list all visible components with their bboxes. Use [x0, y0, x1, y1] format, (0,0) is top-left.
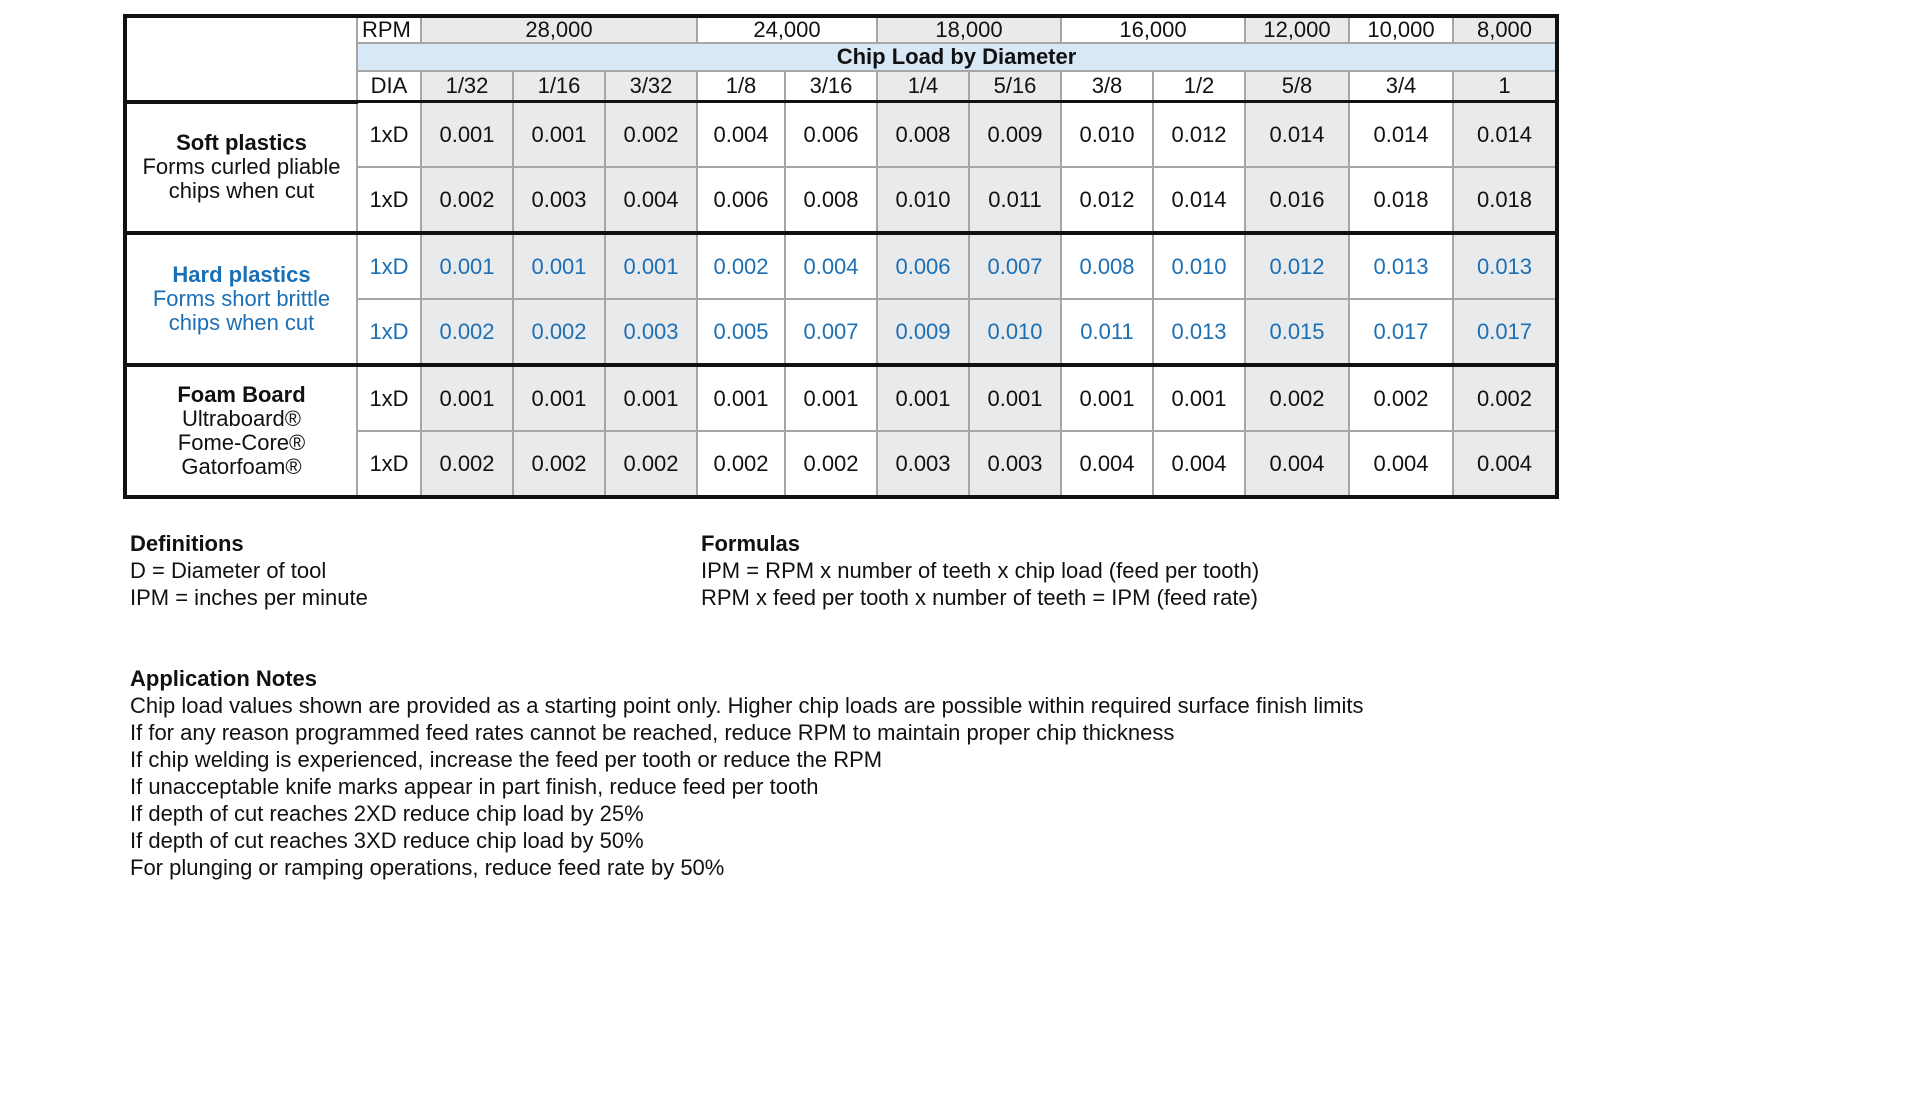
material-description: Forms curled pliable — [142, 154, 341, 180]
dia-label: DIA — [357, 71, 421, 102]
rpm-label: RPM — [357, 16, 421, 43]
chip-load-value: 0.004 — [1061, 431, 1153, 497]
chip-load-value: 0.004 — [1453, 431, 1557, 497]
chip-load-value: 0.010 — [1061, 102, 1153, 168]
chip-load-value: 0.003 — [969, 431, 1061, 497]
chip-load-value: 0.005 — [697, 299, 785, 365]
definition-line: D = Diameter of tool — [130, 558, 327, 583]
chip-load-value: 0.002 — [697, 233, 785, 299]
chip-load-value: 0.002 — [697, 431, 785, 497]
chip-load-value: 0.001 — [421, 102, 513, 168]
chip-load-value: 0.009 — [877, 299, 969, 365]
chip-load-value: 0.002 — [785, 431, 877, 497]
diameter-header: 5/8 — [1245, 71, 1349, 102]
definitions-heading: Definitions — [130, 531, 244, 556]
formula-line: IPM = RPM x number of teeth x chip load (feed per tooth) — [701, 558, 1260, 583]
diameter-header: 3/32 — [605, 71, 697, 102]
note-line: If for any reason programmed feed rates cannot be reached, reduce RPM to maintain proper chip thickness — [130, 720, 1175, 745]
material-description: Fome-Core® — [177, 430, 306, 455]
chip-load-value: 0.015 — [1245, 299, 1349, 365]
rpm-group: 8,000 — [1453, 16, 1557, 43]
depth-of-cut: 1xD — [357, 431, 421, 497]
definition-line: IPM = inches per minute — [130, 585, 368, 610]
chip-load-value: 0.003 — [513, 167, 605, 233]
chip-load-value: 0.004 — [1245, 431, 1349, 497]
depth-of-cut: 1xD — [357, 365, 421, 431]
depth-of-cut: 1xD — [357, 167, 421, 233]
chip-load-value: 0.014 — [1153, 167, 1245, 233]
chip-load-value: 0.016 — [1245, 167, 1349, 233]
note-line: If depth of cut reaches 3XD reduce chip load by 50% — [130, 828, 644, 853]
chip-load-value: 0.001 — [513, 233, 605, 299]
chip-load-value: 0.001 — [421, 233, 513, 299]
chip-load-value: 0.002 — [513, 299, 605, 365]
diameter-header: 1/32 — [421, 71, 513, 102]
rpm-group: 28,000 — [421, 16, 697, 43]
chip-load-value: 0.002 — [1349, 365, 1453, 431]
chip-load-value: 0.011 — [969, 167, 1061, 233]
chip-load-value: 0.002 — [605, 431, 697, 497]
chip-load-table — [123, 14, 1559, 499]
note-line: If chip welding is experienced, increase the feed per tooth or reduce the RPM — [130, 747, 883, 772]
table-row — [125, 365, 1557, 431]
material-description: chips when cut — [168, 178, 315, 204]
chip-load-value: 0.010 — [877, 167, 969, 233]
rpm-header-row — [125, 16, 1557, 43]
chip-load-value: 0.008 — [877, 102, 969, 168]
chip-load-value: 0.002 — [513, 431, 605, 497]
material-name: Foam Board — [177, 382, 306, 407]
chip-load-value: 0.014 — [1245, 102, 1349, 168]
table-title: Chip Load by Diameter — [357, 43, 1557, 71]
chip-load-value: 0.002 — [421, 167, 513, 233]
chip-load-value: 0.004 — [1153, 431, 1245, 497]
diameter-header: 1/8 — [697, 71, 785, 102]
chip-load-value: 0.002 — [605, 102, 697, 168]
table-row — [125, 233, 1557, 299]
material-description: chips when cut — [168, 310, 315, 335]
formula-line: RPM x feed per tooth x number of teeth = IPM (feed rate) — [701, 585, 1258, 610]
chip-load-value: 0.001 — [605, 365, 697, 431]
chip-load-value: 0.013 — [1349, 233, 1453, 299]
application-notes-section — [130, 665, 1363, 881]
rpm-group: 12,000 — [1245, 16, 1349, 43]
chip-load-value: 0.007 — [969, 233, 1061, 299]
chip-load-value: 0.004 — [605, 167, 697, 233]
chip-load-value: 0.001 — [697, 365, 785, 431]
material-label-cell — [125, 102, 357, 234]
chip-load-value: 0.001 — [877, 365, 969, 431]
chip-load-value: 0.003 — [877, 431, 969, 497]
depth-of-cut: 1xD — [357, 233, 421, 299]
material-description: Forms short brittle — [152, 286, 331, 311]
table-row — [125, 102, 1557, 168]
chip-load-value: 0.006 — [877, 233, 969, 299]
chip-load-value: 0.017 — [1349, 299, 1453, 365]
formulas-heading: Formulas — [701, 531, 801, 556]
chip-load-value: 0.004 — [785, 233, 877, 299]
application-notes-heading: Application Notes — [130, 666, 318, 691]
chip-load-value: 0.006 — [697, 167, 785, 233]
chip-load-value: 0.001 — [605, 233, 697, 299]
chip-load-value: 0.001 — [969, 365, 1061, 431]
chip-load-value: 0.004 — [1349, 431, 1453, 497]
chip-load-value: 0.003 — [605, 299, 697, 365]
diameter-header: 3/4 — [1349, 71, 1453, 102]
material-label-cell — [125, 233, 357, 365]
chip-load-value: 0.010 — [1153, 233, 1245, 299]
chip-load-value: 0.011 — [1061, 299, 1153, 365]
chip-load-value: 0.014 — [1453, 102, 1557, 168]
diameter-header: 5/16 — [969, 71, 1061, 102]
chip-load-value: 0.013 — [1453, 233, 1557, 299]
material-description: Gatorfoam® — [181, 454, 302, 479]
chip-load-value: 0.018 — [1349, 167, 1453, 233]
rpm-group: 16,000 — [1061, 16, 1245, 43]
chip-load-value: 0.002 — [421, 299, 513, 365]
chip-load-value: 0.004 — [697, 102, 785, 168]
material-label-cell — [125, 365, 357, 497]
diameter-header: 1/16 — [513, 71, 605, 102]
chip-load-value: 0.012 — [1153, 102, 1245, 168]
chip-load-value: 0.008 — [1061, 233, 1153, 299]
chip-load-value: 0.018 — [1453, 167, 1557, 233]
chip-load-value: 0.001 — [513, 365, 605, 431]
rpm-group: 24,000 — [697, 16, 877, 43]
diameter-header: 3/8 — [1061, 71, 1153, 102]
chip-load-value: 0.006 — [785, 102, 877, 168]
rpm-group: 10,000 — [1349, 16, 1453, 43]
material-name: Soft plastics — [176, 130, 307, 156]
note-line: If unacceptable knife marks appear in part finish, reduce feed per tooth — [130, 774, 819, 799]
rpm-group: 18,000 — [877, 16, 1061, 43]
material-name: Hard plastics — [172, 262, 311, 287]
diameter-header: 3/16 — [785, 71, 877, 102]
chip-load-value: 0.010 — [969, 299, 1061, 365]
chip-load-value: 0.001 — [421, 365, 513, 431]
corner-cell — [125, 16, 357, 102]
note-line: If depth of cut reaches 2XD reduce chip load by 25% — [130, 801, 644, 826]
chip-load-value: 0.017 — [1453, 299, 1557, 365]
chip-load-value: 0.002 — [1453, 365, 1557, 431]
depth-of-cut: 1xD — [357, 102, 421, 168]
diameter-header: 1/4 — [877, 71, 969, 102]
chip-load-value: 0.014 — [1349, 102, 1453, 168]
formulas-section — [701, 530, 1259, 611]
chip-load-value: 0.001 — [1153, 365, 1245, 431]
chip-load-value: 0.001 — [513, 102, 605, 168]
material-description: Ultraboard® — [182, 406, 301, 431]
depth-of-cut: 1xD — [357, 299, 421, 365]
chip-load-value: 0.013 — [1153, 299, 1245, 365]
chip-load-value: 0.001 — [785, 365, 877, 431]
diameter-header: 1 — [1453, 71, 1557, 102]
chip-load-value: 0.007 — [785, 299, 877, 365]
chip-load-value: 0.001 — [1061, 365, 1153, 431]
diameter-header: 1/2 — [1153, 71, 1245, 102]
chip-load-value: 0.009 — [969, 102, 1061, 168]
definitions-section — [130, 530, 368, 611]
chip-load-value: 0.012 — [1245, 233, 1349, 299]
chip-load-value: 0.002 — [1245, 365, 1349, 431]
chip-load-value: 0.012 — [1061, 167, 1153, 233]
note-line: For plunging or ramping operations, reduce feed rate by 50% — [130, 855, 725, 880]
note-line: Chip load values shown are provided as a starting point only. Higher chip loads are possible within required surface finish limits — [130, 693, 1364, 718]
chip-load-value: 0.002 — [421, 431, 513, 497]
chip-load-value: 0.008 — [785, 167, 877, 233]
